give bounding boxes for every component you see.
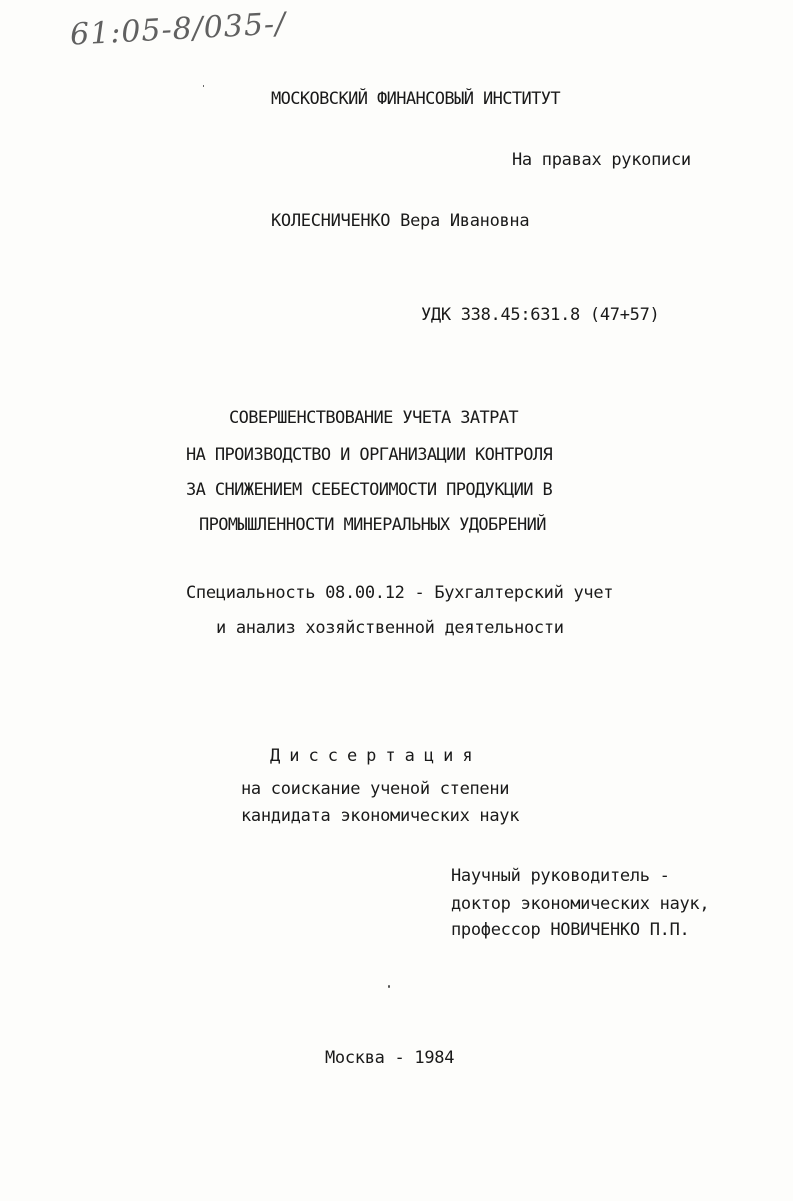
- supervisor-line: Научный руководитель -: [451, 866, 670, 886]
- title-line: ПРОМЫШЛЕННОСТИ МИНЕРАЛЬНЫХ УДОБРЕНИЙ: [199, 515, 546, 535]
- degree-line: кандидата экономических наук: [241, 806, 520, 826]
- udk-code: УДК 338.45:631.8 (47+57): [421, 305, 660, 325]
- title-line: ЗА СНИЖЕНИЕМ СЕБЕСТОИМОСТИ ПРОДУКЦИИ В: [186, 480, 553, 500]
- dissertation-heading: Диссертация: [270, 746, 482, 766]
- handwritten-archive-note: 61:05-8/035-/: [69, 6, 288, 53]
- degree-line: на соискание ученой степени: [241, 779, 510, 799]
- city-year: Москва - 1984: [325, 1048, 455, 1068]
- supervisor-line: доктор экономических наук,: [451, 894, 710, 914]
- title-line: СОВЕРШЕНСТВОВАНИЕ УЧЕТА ЗАТРАТ: [229, 408, 519, 428]
- ink-speck: [388, 985, 390, 988]
- rights-notice: На правах рукописи: [512, 150, 691, 170]
- supervisor-line: профессор НОВИЧЕНКО П.П.: [451, 920, 690, 940]
- specialty-line: и анализ хозяйственной деятельности: [216, 618, 564, 638]
- title-line: НА ПРОИЗВОДСТВО И ОРГАНИЗАЦИИ КОНТРОЛЯ: [186, 445, 553, 465]
- author-name: КОЛЕСНИЧЕНКО Вера Ивановна: [271, 211, 530, 231]
- institute-name: МОСКОВСКИЙ ФИНАНСОВЫЙ ИНСТИТУТ: [271, 89, 561, 109]
- specialty-line: Специальность 08.00.12 - Бухгалтерский учет: [186, 583, 614, 603]
- ink-speck: [203, 85, 204, 87]
